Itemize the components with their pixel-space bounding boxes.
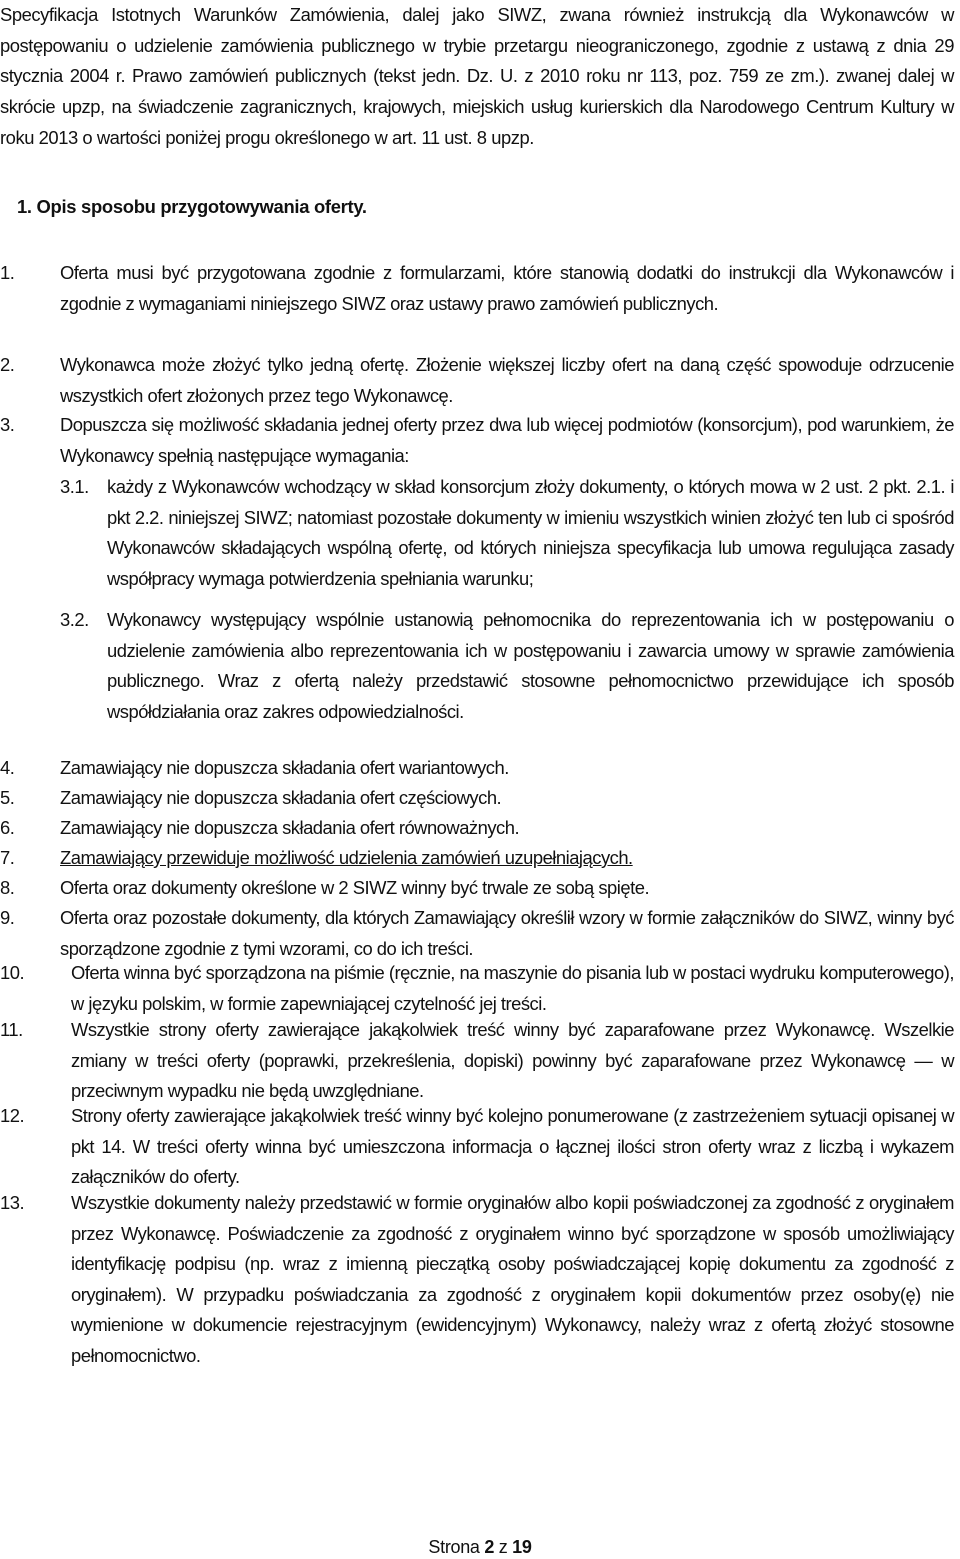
list-item bbox=[0, 843, 954, 874]
item-number: 8. bbox=[0, 877, 15, 898]
item-number: 1. bbox=[0, 262, 15, 283]
item-text: Zamawiający nie dopuszcza składania ofert równoważnych. bbox=[60, 817, 520, 838]
item-text: Dopuszcza się możliwość składania jednej oferty przez dwa lub więcej podmiotów (konsorcjum), pod warunkiem, że Wykonawcy spełnią następujące wymagania: bbox=[60, 414, 954, 466]
item-text: Wykonawca może złożyć tylko jedną ofertę. Złożenie większej liczby ofert na daną część spowoduje odrzucenie wszystkich ofert złożonych przez tego Wykonawcę. bbox=[60, 354, 954, 406]
item-text: Oferta oraz dokumenty określone w 2 SIWZ winny być trwale ze sobą spięte. bbox=[60, 877, 650, 898]
section-heading: 1. Opis sposobu przygotowywania oferty. bbox=[17, 196, 367, 217]
item-text: Zamawiający przewiduje możliwość udzielenia zamówień uzupełniających. bbox=[60, 847, 633, 868]
list-item bbox=[60, 472, 954, 594]
page-footer bbox=[0, 1537, 960, 1558]
list-item bbox=[0, 1015, 954, 1107]
item-number: 3.1. bbox=[60, 476, 89, 497]
list-item bbox=[0, 783, 954, 814]
footer-page-number: 2 bbox=[484, 1537, 495, 1557]
list-item bbox=[0, 350, 954, 411]
footer-page-total: 19 bbox=[512, 1537, 532, 1557]
list-item bbox=[0, 1101, 954, 1193]
list-item bbox=[0, 873, 954, 904]
item-number: 5. bbox=[0, 787, 15, 808]
item-text: każdy z Wykonawców wchodzący w skład konsorcjum złoży dokumenty, o których mowa w 2 ust. 2 pkt. 2.1. i pkt 2.2. niniejszej SIWZ; natomiast pozostałe dokumenty w imieniu wszystkich winien złożyć ten lub ci spośród Wykonawców składających wspólną ofertę, od których niniejsza specyfikacja lub umowa regulująca zasady współpracy wymaga potwierdzenia spełniania warunku; bbox=[107, 476, 954, 589]
intro-paragraph: Specyfikacja Istotnych Warunków Zamówienia, dalej jako SIWZ, zwana również instrukcją dla Wykonawców w postępowaniu o udzielenie zamówienia publicznego w trybie przetargu nieograniczonego, zgodnie z ustawą z dnia 29 stycznia 2004 r. Prawo zamówień publicznych (tekst jedn. Dz. U. z 2010 roku nr 113, poz. 759 ze zm.). zwanej dalej w skrócie upzp, na świadczenie zagranicznych, krajowych, miejskich usług kurierskich dla Narodowego Centrum Kultury w roku 2013 o wartości poniżej progu określonego w art. 11 ust. 8 upzp. bbox=[0, 4, 954, 148]
item-number: 3. bbox=[0, 414, 15, 435]
item-text: Zamawiający nie dopuszcza składania ofert wariantowych. bbox=[60, 757, 509, 778]
item-text: Wykonawcy występujący wspólnie ustanowią pełnomocnika do reprezentowania ich w postępowaniu o udzielenie zamówienia albo reprezentowania ich w postępowaniu i zawarcia umowy w sprawie zamówienia publicznego. Wraz z ofertą należy przedstawić stosowne pełnomocnictwo przewidujące ich sposób współdziałania oraz zakres odpowiedzialności. bbox=[107, 609, 954, 722]
list-item bbox=[0, 410, 954, 471]
footer-separator: z bbox=[498, 1537, 508, 1557]
list-item bbox=[0, 813, 954, 844]
item-number: 9. bbox=[0, 907, 15, 928]
item-number: 6. bbox=[0, 817, 15, 838]
item-number: 4. bbox=[0, 757, 15, 778]
item-text: Oferta oraz pozostałe dokumenty, dla których Zamawiający określił wzory w formie załączników do SIWZ, winny być sporządzone zgodnie z tymi wzorami, co do ich treści. bbox=[60, 907, 954, 959]
item-number: 13. bbox=[0, 1192, 25, 1213]
list-item bbox=[0, 258, 954, 319]
item-number: 7. bbox=[0, 847, 15, 868]
footer-prefix: Strona bbox=[428, 1537, 480, 1557]
item-number: 11. bbox=[0, 1019, 23, 1040]
list-item bbox=[60, 605, 954, 727]
item-number: 2. bbox=[0, 354, 15, 375]
item-text: Wszystkie dokumenty należy przedstawić w formie oryginałów albo kopii poświadczonej za zgodność z oryginałem przez Wykonawcę. Poświadczenie za zgodność z oryginałem winno być sporządzone w sposób umożliwiający identyfikację podpisu (np. wraz z imienną pieczątką osoby poświadczającej kopię dokumentu za zgodność z oryginałem). W przypadku poświadczania za zgodność z oryginałem kopii dokumentów przez osoby(ę) nie wymienione w dokumencie rejestracyjnym (ewidencyjnym) Wykonawcy, należy wraz z ofertą złożyć stosowne pełnomocnictwo. bbox=[71, 1192, 954, 1366]
item-text: Strony oferty zawierające jakąkolwiek treść winny być kolejno ponumerowane (z zastrzeżeniem sytuacji opisanej w pkt 14. W treści oferty winna być umieszczona informacja o łącznej ilości stron oferty wraz z liczbą i wykazem załączników do oferty. bbox=[71, 1105, 954, 1187]
list-item bbox=[0, 958, 954, 1019]
item-number: 10. bbox=[0, 962, 25, 983]
item-text: Zamawiający nie dopuszcza składania ofert częściowych. bbox=[60, 787, 502, 808]
item-text: Wszystkie strony oferty zawierające jakąkolwiek treść winny być zaparafowane przez Wykonawcę. Wszelkie zmiany w treści oferty (poprawki, przekreślenia, dopiski) powinny być zaparafowane przez Wykonawcę — w przeciwnym wypadku nie będą uwzględniane. bbox=[71, 1019, 954, 1101]
list-item bbox=[0, 903, 954, 964]
item-number: 12. bbox=[0, 1105, 25, 1126]
item-number: 3.2. bbox=[60, 609, 89, 630]
list-item bbox=[0, 753, 954, 784]
item-text: Oferta winna być sporządzona na piśmie (ręcznie, na maszynie do pisania lub w postaci wydruku komputerowego), w języku polskim, w formie zapewniającej czytelność jej treści. bbox=[71, 962, 954, 1014]
list-item bbox=[0, 1188, 954, 1371]
item-text: Oferta musi być przygotowana zgodnie z formularzami, które stanowią dodatki do instrukcji dla Wykonawców i zgodnie z wymaganiami niniejszego SIWZ oraz ustawy prawo zamówień publicznych. bbox=[60, 262, 954, 314]
